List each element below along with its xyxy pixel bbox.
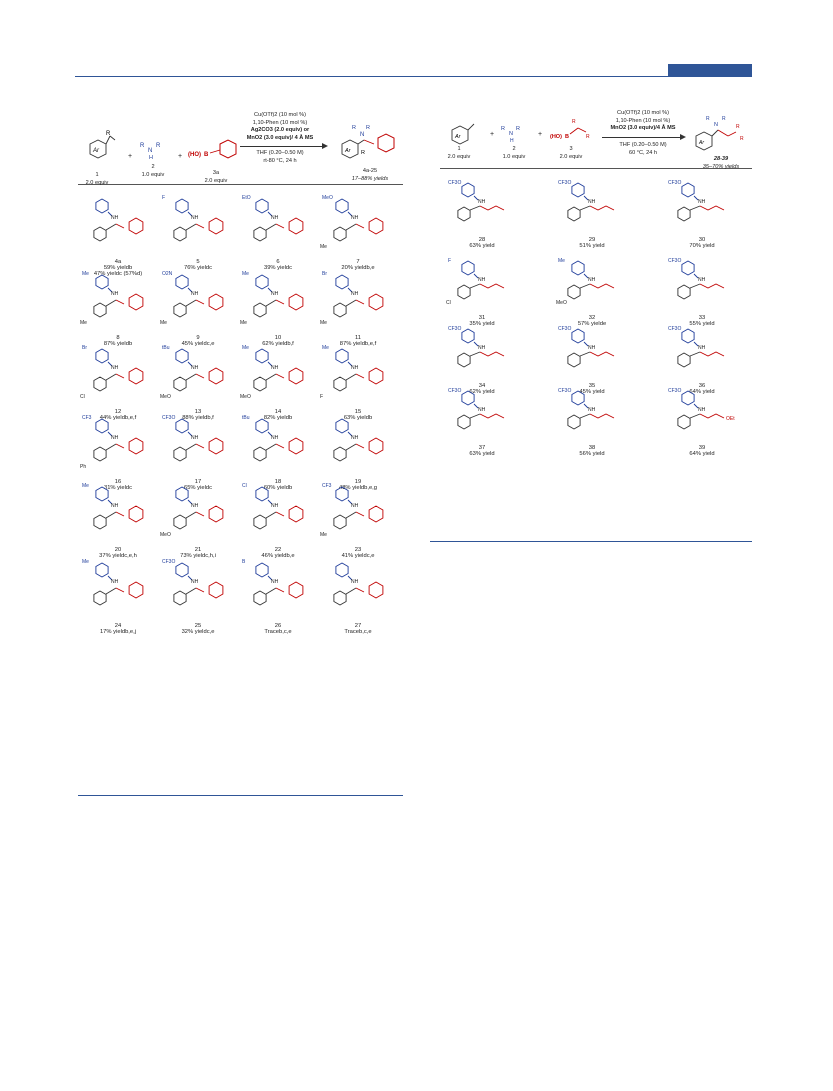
- right-bottom-rule: [430, 541, 752, 542]
- compound-17-structure: [160, 412, 236, 474]
- compound-25: [160, 556, 236, 635]
- svg-text:NH: NH: [111, 435, 119, 441]
- compound-number: 22: [274, 547, 282, 553]
- product-4a-25-structure: [334, 120, 404, 166]
- svg-text:NH: NH: [111, 503, 119, 509]
- compound-yield: 57% yielde: [577, 321, 607, 327]
- compound-yield: 48% yieldb,e,g: [338, 485, 378, 491]
- compound-34-structure: [444, 322, 520, 378]
- svg-text:R: R: [736, 124, 740, 130]
- compound-yield: 63% yield: [469, 451, 495, 457]
- compound-number: 26: [274, 623, 282, 629]
- compound-18-structure: [240, 412, 316, 474]
- compound-yield: Traceb,c,e: [264, 629, 292, 635]
- reagent-3a-label: 3a 2.0 equiv: [204, 170, 228, 184]
- svg-text:NH: NH: [698, 407, 706, 413]
- left-scheme-top-rule: [78, 184, 403, 185]
- compound-39-structure: [664, 384, 740, 440]
- compound-28: [444, 176, 520, 249]
- compound-13: [160, 342, 236, 421]
- compound-11-structure: [320, 268, 396, 330]
- compound-yield: 64% yield: [689, 451, 715, 457]
- compound-number: 30: [698, 237, 706, 243]
- svg-text:NH: NH: [191, 291, 199, 297]
- right-reagent-2-label: 2 1.0 equiv: [502, 146, 526, 160]
- compound-number: 25: [194, 623, 202, 629]
- compound-33-structure: [664, 254, 740, 310]
- compound-yield: 59% yieldb: [103, 265, 133, 271]
- product-label: 4a-25 17–88% yields: [351, 168, 389, 182]
- compound-5: [160, 192, 236, 271]
- svg-text:N: N: [509, 131, 513, 137]
- compound-yield: Traceb,c,e: [344, 629, 372, 635]
- svg-text:EtO: EtO: [242, 195, 251, 201]
- svg-text:B: B: [204, 152, 209, 158]
- compound-yield: 63% yieldb: [343, 415, 373, 421]
- svg-text:MeO: MeO: [160, 532, 171, 538]
- svg-text:CF3O: CF3O: [668, 388, 682, 394]
- svg-text:NH: NH: [271, 503, 279, 509]
- svg-text:MeO: MeO: [160, 394, 171, 400]
- compound-yield: 82% yieldb: [263, 415, 293, 421]
- right-reagent-3-label: 3 2.0 equiv: [559, 146, 583, 160]
- compound-number: 18: [274, 479, 282, 485]
- compound-20-structure: [80, 480, 156, 542]
- svg-text:NH: NH: [351, 291, 359, 297]
- compound-8: [80, 268, 156, 347]
- compound-yield: 87% yieldb: [103, 341, 133, 347]
- compound-24: [80, 556, 156, 635]
- compound-yield: 51% yield: [579, 243, 605, 249]
- svg-text:MeO: MeO: [240, 394, 251, 400]
- plus-sign: +: [177, 153, 183, 160]
- right-arrow-head: [680, 134, 686, 140]
- plus-sign: +: [537, 131, 543, 138]
- compound-23: [320, 480, 396, 559]
- compound-9-structure: [160, 268, 236, 330]
- svg-text:O2N: O2N: [162, 271, 173, 277]
- compound-33: [664, 254, 740, 327]
- svg-text:H: H: [149, 155, 153, 161]
- compound-7-structure: [320, 192, 396, 254]
- svg-text:NH: NH: [478, 199, 486, 205]
- svg-text:F: F: [448, 258, 452, 264]
- svg-text:Me: Me: [240, 320, 247, 326]
- svg-text:NH: NH: [588, 407, 596, 413]
- compound-22-structure: [240, 480, 316, 542]
- compound-10: [240, 268, 316, 347]
- svg-text:(HO): (HO): [188, 152, 201, 158]
- svg-text:Me: Me: [160, 320, 167, 326]
- svg-text:NH: NH: [351, 503, 359, 509]
- svg-text:Cl: Cl: [446, 300, 451, 306]
- right-reagent-1-label: 1 2.0 equiv: [447, 146, 471, 160]
- compound-number: 38: [588, 445, 596, 451]
- compound-number: 13: [194, 409, 202, 415]
- compound-yield: 65% yieldc: [183, 485, 213, 491]
- compound-29-structure: [554, 176, 630, 232]
- left-bottom-rule: [78, 795, 403, 796]
- svg-text:Me: Me: [242, 345, 249, 351]
- compound-30: [664, 176, 740, 249]
- svg-text:OEt: OEt: [726, 416, 735, 422]
- svg-text:N: N: [148, 148, 153, 154]
- svg-text:CF3O: CF3O: [162, 415, 176, 421]
- svg-text:Cl: Cl: [242, 483, 247, 489]
- svg-text:H: H: [510, 138, 514, 144]
- plus-sign: +: [489, 131, 495, 138]
- svg-text:(HO): (HO): [550, 134, 562, 140]
- svg-text:NH: NH: [351, 365, 359, 371]
- svg-text:R: R: [366, 125, 370, 131]
- compound-4a-structure: [80, 192, 156, 254]
- compound-number: 28: [478, 237, 486, 243]
- svg-text:NH: NH: [271, 291, 279, 297]
- svg-text:NH: NH: [588, 277, 596, 283]
- compound-number: 23: [354, 547, 362, 553]
- svg-text:Me: Me: [322, 345, 329, 351]
- svg-text:R: R: [106, 131, 111, 137]
- compound-32-structure: [554, 254, 630, 310]
- left-arrow-head: [322, 143, 328, 149]
- svg-text:NH: NH: [191, 365, 199, 371]
- compound-number: 15: [354, 409, 362, 415]
- compound-yield: 39% yieldc: [263, 265, 293, 271]
- svg-text:N: N: [360, 132, 365, 138]
- svg-text:R: R: [572, 119, 576, 125]
- compound-number: 10: [274, 335, 282, 341]
- svg-text:MeO: MeO: [322, 195, 333, 201]
- svg-text:NH: NH: [191, 579, 199, 585]
- compound-36-structure: [664, 322, 740, 378]
- compound-4a: [80, 192, 156, 277]
- compound-yield: 87% yieldb,e,f: [339, 341, 377, 347]
- svg-text:R: R: [501, 126, 505, 132]
- svg-text:NH: NH: [698, 277, 706, 283]
- compound-26: [240, 556, 316, 635]
- svg-text:MeO: MeO: [556, 300, 567, 306]
- compound-38: [554, 384, 630, 457]
- compound-12: [80, 342, 156, 421]
- compound-yield: 46% yieldb,e: [261, 553, 295, 559]
- svg-text:NH: NH: [271, 579, 279, 585]
- svg-text:Me: Me: [320, 244, 327, 250]
- svg-text:Ar: Ar: [455, 134, 461, 140]
- compound-5-structure: [160, 192, 236, 254]
- compound-number: 8: [116, 335, 120, 341]
- compound-yield: 31% yieldc: [103, 485, 133, 491]
- compound-number: 35: [588, 383, 596, 389]
- svg-text:Ph: Ph: [80, 464, 87, 470]
- svg-text:CF3O: CF3O: [668, 258, 682, 264]
- compound-32: [554, 254, 630, 327]
- compound-19-structure: [320, 412, 396, 474]
- right-reaction-arrow: [602, 137, 684, 138]
- svg-text:CF3O: CF3O: [668, 180, 682, 186]
- compound-yield: 45% yield: [579, 389, 605, 395]
- compound-number: 37: [478, 445, 486, 451]
- compound-11: [320, 268, 396, 347]
- compound-21: [160, 480, 236, 559]
- compound-38-structure: [554, 384, 630, 440]
- compound-31-structure: [444, 254, 520, 310]
- right-conditions: Cu(OTf)2 (10 mol %) 1,10-Phen (10 mol %) MnO2 (3.0 equiv)/4 Å MS: [610, 110, 676, 132]
- svg-text:tBu: tBu: [242, 415, 250, 421]
- svg-text:Cl: Cl: [80, 394, 85, 400]
- svg-text:R: R: [361, 150, 365, 156]
- compound-number: 20: [114, 547, 122, 553]
- svg-text:CF3O: CF3O: [162, 559, 176, 565]
- compound-number: 4a: [114, 259, 122, 265]
- svg-text:NH: NH: [111, 215, 119, 221]
- header-rule: [75, 76, 752, 77]
- compound-31: [444, 254, 520, 327]
- right-conditions-below: THF (0.20–0.50 M) 60 °C, 24 h: [619, 142, 667, 156]
- svg-text:Me: Me: [82, 271, 89, 277]
- svg-text:Me: Me: [82, 559, 89, 565]
- compound-yield: 32% yieldc,e: [181, 629, 215, 635]
- svg-text:R: R: [706, 116, 710, 122]
- compound-12-structure: [80, 342, 156, 404]
- svg-text:NH: NH: [111, 579, 119, 585]
- compound-13-structure: [160, 342, 236, 404]
- product-28-39-structure: [690, 112, 752, 156]
- compound-yield: 56% yield: [579, 451, 605, 457]
- styrene-structure: [80, 130, 116, 170]
- compound-24-structure: [80, 556, 156, 618]
- svg-text:R: R: [722, 116, 726, 122]
- svg-text:NH: NH: [271, 435, 279, 441]
- compound-number: 19: [354, 479, 362, 485]
- amine-2-structure: [138, 138, 168, 162]
- svg-text:NH: NH: [478, 407, 486, 413]
- compound-yield: 76% yieldc: [183, 265, 213, 271]
- compound-yield: 44% yieldb,e,f: [99, 415, 137, 421]
- svg-text:NH: NH: [271, 215, 279, 221]
- compound-yield: 17% yieldb,e,j: [99, 629, 137, 635]
- svg-text:R: R: [740, 136, 744, 142]
- svg-text:R: R: [352, 125, 356, 131]
- compound-yield: 35% yield: [469, 321, 495, 327]
- svg-text:F: F: [162, 195, 166, 201]
- reagent-2-label: 2 1.0 equiv: [141, 164, 165, 178]
- compound-9: [160, 268, 236, 347]
- compound-yield: 55% yield: [689, 321, 715, 327]
- svg-text:NH: NH: [351, 579, 359, 585]
- compound-14: [240, 342, 316, 421]
- compound-yield: 37% yieldc,e,h: [99, 553, 137, 559]
- compound-number: 5: [196, 259, 200, 265]
- compound-yield: 73% yieldc,h,i: [180, 553, 216, 559]
- svg-text:tBu: tBu: [162, 345, 170, 351]
- svg-text:NH: NH: [588, 345, 596, 351]
- compound-yield: 63% yield: [469, 243, 495, 249]
- svg-text:R: R: [516, 126, 520, 132]
- compound-number: 31: [478, 315, 486, 321]
- compound-35-structure: [554, 322, 630, 378]
- compound-yield: 45% yieldc,e: [181, 341, 215, 347]
- compound-7: [320, 192, 396, 271]
- compound-yield: 20% yieldb,e: [341, 265, 375, 271]
- svg-text:NH: NH: [271, 365, 279, 371]
- svg-text:Ar: Ar: [93, 148, 99, 154]
- compound-6-structure: [240, 192, 316, 254]
- svg-text:R: R: [586, 134, 590, 140]
- compound-number: 9: [196, 335, 200, 341]
- header-tab: [668, 64, 752, 76]
- compound-number: 36: [698, 383, 706, 389]
- compound-yield: 64% yield: [689, 389, 715, 395]
- compound-8-structure: [80, 268, 156, 330]
- compound-28-structure: [444, 176, 520, 232]
- compound-25-structure: [160, 556, 236, 618]
- compound-yield: 62% yield: [469, 389, 495, 395]
- compound-37-structure: [444, 384, 520, 440]
- compound-yield: 60% yieldb: [263, 485, 293, 491]
- compound-yield: 62% yieldb,f: [262, 341, 294, 347]
- right-amine-structure: [500, 122, 528, 144]
- svg-text:NH: NH: [478, 345, 486, 351]
- svg-text:CF3O: CF3O: [558, 388, 572, 394]
- compound-number: 39: [698, 445, 706, 451]
- reagent-1-label: 1 2.0 equiv: [85, 172, 109, 186]
- compound-number: 24: [114, 623, 122, 629]
- svg-text:Me: Me: [558, 258, 565, 264]
- svg-text:NH: NH: [191, 215, 199, 221]
- svg-text:NH: NH: [698, 199, 706, 205]
- compound-15-structure: [320, 342, 396, 404]
- left-conditions-below: THF (0.20–0.50 M) rt-80 °C, 24 h: [256, 150, 304, 164]
- plus-sign: +: [127, 153, 133, 160]
- compound-number: 17: [194, 479, 202, 485]
- compound-number: 6: [276, 259, 280, 265]
- left-conditions: Cu(OTf)2 (10 mol %) 1,10-Phen (10 mol %) Ag2CO3 (2.0 equiv) or MnO2 (3.0 equiv)/ 4 Å MS: [246, 112, 314, 141]
- svg-text:Me: Me: [320, 320, 327, 326]
- svg-text:NH: NH: [478, 277, 486, 283]
- compound-number: 33: [698, 315, 706, 321]
- svg-text:Br: Br: [82, 345, 87, 351]
- svg-text:B: B: [242, 559, 246, 565]
- svg-text:CF3O: CF3O: [448, 326, 462, 332]
- compound-yield: 41% yieldc,e: [341, 553, 375, 559]
- compound-21-structure: [160, 480, 236, 542]
- compound-10-structure: [240, 268, 316, 330]
- svg-text:Me: Me: [320, 532, 327, 538]
- compound-number: 34: [478, 383, 486, 389]
- svg-text:NH: NH: [191, 435, 199, 441]
- compound-yield: 88% yieldb,f: [182, 415, 214, 421]
- compound-6: [240, 192, 316, 271]
- compound-14-structure: [240, 342, 316, 404]
- compound-number: 27: [354, 623, 362, 629]
- svg-text:NH: NH: [111, 291, 119, 297]
- svg-text:NH: NH: [111, 365, 119, 371]
- compound-23-structure: [320, 480, 396, 542]
- compound-number: 29: [588, 237, 596, 243]
- svg-text:Br: Br: [322, 271, 327, 277]
- left-reaction-arrow: [240, 146, 326, 147]
- compound-27: [320, 556, 396, 635]
- compound-number: 21: [194, 547, 202, 553]
- compound-number: 14: [274, 409, 282, 415]
- compound-37: [444, 384, 520, 457]
- compound-30-structure: [664, 176, 740, 232]
- svg-text:NH: NH: [191, 503, 199, 509]
- svg-text:CF3O: CF3O: [448, 388, 462, 394]
- svg-text:Ar: Ar: [345, 148, 351, 154]
- compound-yield: 70% yield: [689, 243, 715, 249]
- compound-22: [240, 480, 316, 559]
- compound-number: 11: [354, 335, 362, 341]
- right-product-label: 28-39 35–70% yields: [702, 156, 740, 170]
- compound-27-structure: [320, 556, 396, 618]
- svg-text:Me: Me: [80, 320, 87, 326]
- compound-number: 12: [114, 409, 122, 415]
- right-boron-structure: [548, 116, 594, 146]
- svg-text:B: B: [565, 134, 569, 140]
- svg-text:CF3: CF3: [82, 415, 92, 421]
- svg-text:CF3O: CF3O: [448, 180, 462, 186]
- svg-text:Me: Me: [242, 271, 249, 277]
- svg-text:R: R: [140, 143, 145, 149]
- compound-15: [320, 342, 396, 421]
- compound-number: 32: [588, 315, 596, 321]
- compound-number: 7: [356, 259, 360, 265]
- compound-20: [80, 480, 156, 559]
- compound-26-structure: [240, 556, 316, 618]
- svg-text:NH: NH: [351, 215, 359, 221]
- svg-text:Me: Me: [82, 483, 89, 489]
- svg-text:NH: NH: [351, 435, 359, 441]
- svg-text:NH: NH: [588, 199, 596, 205]
- svg-text:CF3O: CF3O: [558, 326, 572, 332]
- compound-number: 16: [114, 479, 122, 485]
- svg-text:F: F: [320, 394, 324, 400]
- svg-text:CF3O: CF3O: [668, 326, 682, 332]
- svg-text:N: N: [714, 122, 718, 128]
- compound-yield-extra: 47% yieldc (57%d): [93, 271, 143, 277]
- svg-text:CF3O: CF3O: [558, 180, 572, 186]
- compound-29: [554, 176, 630, 249]
- svg-text:Ar: Ar: [699, 140, 704, 146]
- compound-39: [664, 384, 740, 457]
- svg-text:R: R: [156, 143, 161, 149]
- svg-text:NH: NH: [698, 345, 706, 351]
- compound-16-structure: [80, 412, 156, 474]
- svg-text:CF3: CF3: [322, 483, 332, 489]
